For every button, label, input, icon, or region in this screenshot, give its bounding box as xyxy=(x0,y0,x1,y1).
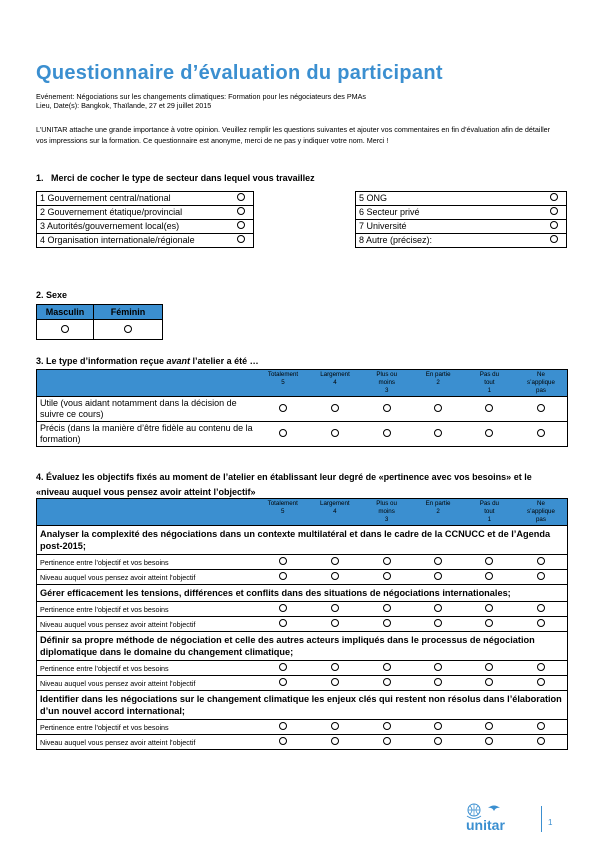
relevance-row xyxy=(37,602,568,617)
sector-radio[interactable] xyxy=(550,193,558,201)
rating-radio[interactable] xyxy=(485,572,493,580)
sector-row xyxy=(356,192,567,206)
rating-radio[interactable] xyxy=(331,663,339,671)
rating-radio[interactable] xyxy=(434,604,442,612)
event-line: Evénement: Négociations sur les changements climatiques: Formation pour les négociateurs des PMAs xyxy=(36,92,366,101)
rating-radio[interactable] xyxy=(331,722,339,730)
sector-radio[interactable] xyxy=(237,193,245,201)
sector-label: 2 Gouvernement étatique/provincial xyxy=(37,206,230,220)
objective-row xyxy=(37,691,568,720)
rating-radio[interactable] xyxy=(331,572,339,580)
footer-divider xyxy=(541,806,542,832)
scale-header: Pas du tout 1 xyxy=(464,370,515,397)
rating-radio[interactable] xyxy=(434,572,442,580)
scale-header: En partie 2 xyxy=(412,499,463,526)
rating-radio[interactable] xyxy=(537,604,545,612)
achievement-row-label: Niveau auquel vous pensez avoir atteint l’objectif xyxy=(37,617,257,632)
achievement-row xyxy=(37,570,568,585)
rating-radio[interactable] xyxy=(279,557,287,565)
sector-label: 3 Autorités/gouvernement local(es) xyxy=(37,220,230,234)
intro-text: L’UNITAR attache une grande importance à votre opinion. Veuillez remplir les questions suivantes et ajouter vos commentaires en fin d’évaluation afin de détailler vos impressions sur la formation. Ce questionnaire est anonyme, merci de ne pas y indiquer votre nom. Merci ! xyxy=(36,125,551,145)
q4-table xyxy=(36,498,568,750)
rating-radio[interactable] xyxy=(279,663,287,671)
scale-header: Pas du tout 1 xyxy=(464,499,515,526)
rating-radio[interactable] xyxy=(537,404,545,412)
rating-radio[interactable] xyxy=(331,404,339,412)
rating-radio[interactable] xyxy=(485,404,493,412)
rating-radio[interactable] xyxy=(434,619,442,627)
sector-radio[interactable] xyxy=(550,221,558,229)
scale-header: Largement 4 xyxy=(309,370,361,397)
rating-radio[interactable] xyxy=(485,604,493,612)
sector-row xyxy=(37,192,254,206)
sector-label: 8 Autre (précisez): xyxy=(356,234,543,248)
rating-radio[interactable] xyxy=(485,663,493,671)
scale-header: Ne s’applique pas xyxy=(515,499,568,526)
rating-radio[interactable] xyxy=(383,572,391,580)
sector-row xyxy=(37,234,254,248)
rating-radio[interactable] xyxy=(485,722,493,730)
rating-radio[interactable] xyxy=(537,737,545,745)
objective-row xyxy=(37,585,568,602)
sector-radio[interactable] xyxy=(550,235,558,243)
sector-radio[interactable] xyxy=(237,235,245,243)
sector-label: 7 Université xyxy=(356,220,543,234)
q2-heading: 2. Sexe xyxy=(36,290,68,300)
relevance-row xyxy=(37,661,568,676)
rating-radio[interactable] xyxy=(434,404,442,412)
rating-radio[interactable] xyxy=(331,429,339,437)
objective-title: Analyser la complexité des négociations dans un contexte multilatéral et dans le cadre de la CCNUCC et de l’Agenda post-2015; xyxy=(37,526,568,555)
rating-radio[interactable] xyxy=(383,404,391,412)
rating-radio[interactable] xyxy=(383,429,391,437)
rating-radio[interactable] xyxy=(331,557,339,565)
rating-radio[interactable] xyxy=(537,722,545,730)
scale-header: Plus ou moins 3 xyxy=(361,370,412,397)
rating-radio[interactable] xyxy=(279,722,287,730)
relevance-row xyxy=(37,720,568,735)
objective-title: Définir sa propre méthode de négociation et celle des autres acteurs impliqués dans le processus de négociation diplomatique dans le domaine du changement climatique; xyxy=(37,632,568,661)
place-line: Lieu, Date(s): Bangkok, Thaïlande, 27 et 29 juillet 2015 xyxy=(36,101,212,110)
objective-title: Identifier dans les négociations sur le changement climatique les enjeux clés qui restent non résolus dans l’élaboration d’un nouvel accord international; xyxy=(37,691,568,720)
relevance-row-label: Pertinence entre l’objectif et vos besoins xyxy=(37,555,257,570)
q3-row-label: Précis (dans la manière d’être fidèle au contenu de la formation) xyxy=(37,422,257,447)
scale-header: Totalement 5 xyxy=(257,499,309,526)
unitar-bird-icon xyxy=(488,806,500,812)
rating-radio[interactable] xyxy=(537,619,545,627)
rating-radio[interactable] xyxy=(279,678,287,686)
rating-radio[interactable] xyxy=(383,619,391,627)
sector-row xyxy=(356,234,567,248)
rating-radio[interactable] xyxy=(537,557,545,565)
rating-radio[interactable] xyxy=(279,429,287,437)
rating-radio[interactable] xyxy=(485,619,493,627)
footer-logo-text: unitar xyxy=(466,817,505,833)
rating-radio[interactable] xyxy=(434,663,442,671)
achievement-row xyxy=(37,617,568,632)
sector-label: 6 Secteur privé xyxy=(356,206,543,220)
achievement-row-label: Niveau auquel vous pensez avoir atteint l’objectif xyxy=(37,676,257,691)
sector-radio[interactable] xyxy=(237,221,245,229)
scale-header: Totalement 5 xyxy=(257,370,309,397)
q3-table xyxy=(36,369,568,447)
rating-radio[interactable] xyxy=(485,429,493,437)
relevance-row xyxy=(37,555,568,570)
rating-radio[interactable] xyxy=(331,678,339,686)
rating-radio[interactable] xyxy=(434,557,442,565)
rating-radio[interactable] xyxy=(331,619,339,627)
female-radio[interactable] xyxy=(124,325,132,333)
sector-row xyxy=(37,220,254,234)
q3-row xyxy=(37,397,568,422)
female-header: Féminin xyxy=(94,305,163,320)
q3-heading: 3. Le type d’information reçue avant l’atelier a été … xyxy=(36,356,259,366)
q3-row xyxy=(37,422,568,447)
rating-radio[interactable] xyxy=(279,604,287,612)
scale-header: Plus ou moins 3 xyxy=(361,499,412,526)
sector-row xyxy=(356,206,567,220)
objective-row xyxy=(37,632,568,661)
rating-radio[interactable] xyxy=(383,678,391,686)
rating-radio[interactable] xyxy=(485,678,493,686)
scale-header-row xyxy=(37,370,568,397)
rating-radio[interactable] xyxy=(279,737,287,745)
objective-row xyxy=(37,526,568,555)
rating-radio[interactable] xyxy=(331,604,339,612)
sector-row xyxy=(37,206,254,220)
sector-label: 4 Organisation internationale/régionale xyxy=(37,234,230,248)
sector-radio[interactable] xyxy=(237,207,245,215)
sector-radio[interactable] xyxy=(550,207,558,215)
achievement-row-label: Niveau auquel vous pensez avoir atteint l’objectif xyxy=(37,570,257,585)
scale-header-row xyxy=(37,499,568,526)
sector-table-left xyxy=(36,191,254,248)
sector-label: 5 ONG xyxy=(356,192,543,206)
rating-radio[interactable] xyxy=(383,722,391,730)
relevance-row-label: Pertinence entre l’objectif et vos besoins xyxy=(37,661,257,676)
achievement-row-label: Niveau auquel vous pensez avoir atteint l’objectif xyxy=(37,735,257,750)
rating-radio[interactable] xyxy=(434,429,442,437)
rating-radio[interactable] xyxy=(537,663,545,671)
sector-row xyxy=(356,220,567,234)
achievement-row xyxy=(37,676,568,691)
sector-table-right xyxy=(355,191,567,248)
rating-radio[interactable] xyxy=(383,737,391,745)
scale-header: En partie 2 xyxy=(412,370,463,397)
q3-row-label: Utile (vous aidant notamment dans la décision de suivre ce cours) xyxy=(37,397,257,422)
scale-header: Largement 4 xyxy=(309,499,361,526)
rating-radio[interactable] xyxy=(434,737,442,745)
relevance-row-label: Pertinence entre l’objectif et vos besoins xyxy=(37,602,257,617)
q4-heading: 4. Évaluez les objectifs fixés au moment de l’atelier en établissant leur degré de «pertinence avec vos besoins» et le «niveau auquel vous pensez avoir atteint l’objectif» xyxy=(36,472,532,497)
rating-radio[interactable] xyxy=(434,678,442,686)
rating-radio[interactable] xyxy=(383,663,391,671)
rating-radio[interactable] xyxy=(383,604,391,612)
rating-radio[interactable] xyxy=(485,737,493,745)
rating-radio[interactable] xyxy=(383,557,391,565)
page-number: 1 xyxy=(548,818,553,827)
rating-radio[interactable] xyxy=(537,678,545,686)
male-header: Masculin xyxy=(37,305,94,320)
sex-table xyxy=(36,304,163,340)
rating-radio[interactable] xyxy=(279,572,287,580)
relevance-row-label: Pertinence entre l’objectif et vos besoins xyxy=(37,720,257,735)
objective-title: Gérer efficacement les tensions, différences et conflits dans des situations de négociations internationales; xyxy=(37,585,568,602)
rating-radio[interactable] xyxy=(537,429,545,437)
q1-heading: 1. Merci de cocher le type de secteur dans lequel vous travaillez xyxy=(36,173,315,183)
rating-radio[interactable] xyxy=(279,404,287,412)
rating-radio[interactable] xyxy=(331,737,339,745)
rating-radio[interactable] xyxy=(434,722,442,730)
page-title: Questionnaire d’évaluation du participant xyxy=(36,62,443,84)
sector-label: 1 Gouvernement central/national xyxy=(37,192,230,206)
male-radio[interactable] xyxy=(61,325,69,333)
scale-header: Ne s’applique pas xyxy=(515,370,568,397)
rating-radio[interactable] xyxy=(485,557,493,565)
achievement-row xyxy=(37,735,568,750)
rating-radio[interactable] xyxy=(537,572,545,580)
rating-radio[interactable] xyxy=(279,619,287,627)
